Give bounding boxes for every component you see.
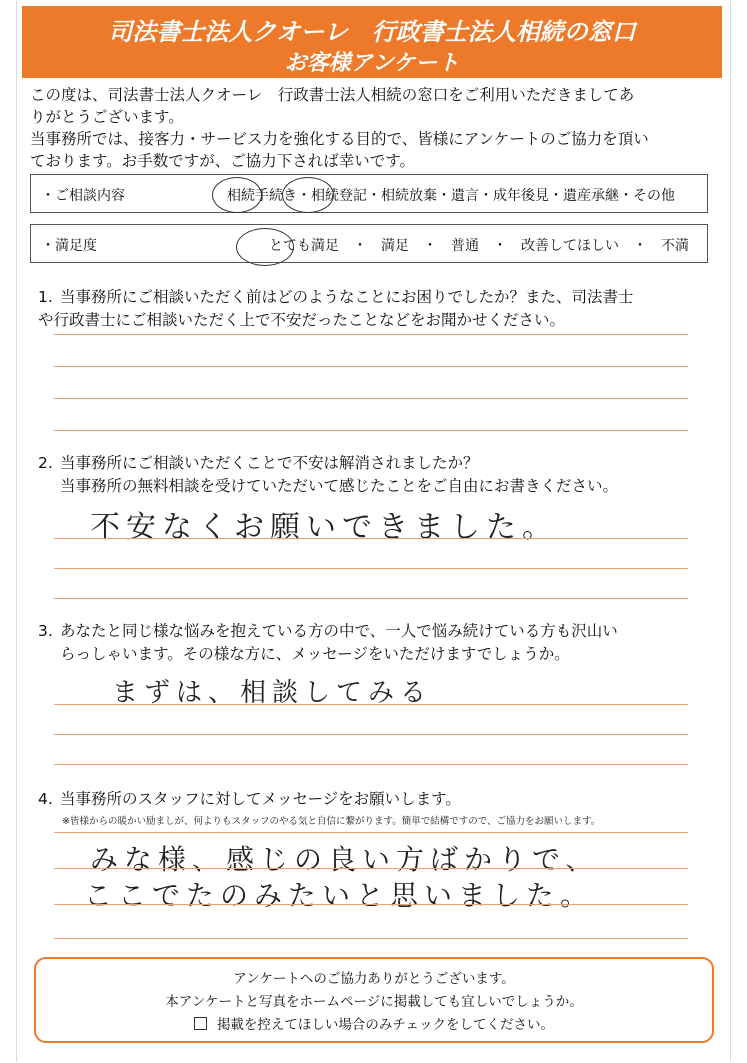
question-text: 当事務所にご相談いただくことで不安は解消されましたか？ (60, 454, 479, 472)
question-number: 2. (38, 454, 53, 472)
handwritten-answer: 不安なくお願いできました。 (90, 510, 558, 545)
answer-line (54, 938, 688, 939)
handwritten-answer: みな様、感じの良い方ばかりで、 (90, 843, 600, 876)
question-text: あなたと同じ様な悩みを抱えている方の中で、一人で悩み続けている方も沢山い (60, 622, 618, 640)
page-subtitle: お客様アンケート (284, 51, 460, 76)
intro-line: 当事務所では、接客力・サービス力を強化する目的で、皆様にアンケートのご協力を頂い (30, 130, 649, 148)
intro-line: ております。お手数ですが、ご協力下されば幸いです。 (30, 152, 416, 170)
question-text: や行政書士にご相談いただく上で不安だったことなどをお聞かせください。 (38, 311, 566, 329)
footer-consent-box (34, 957, 714, 1043)
answer-line (54, 430, 688, 431)
question-number: 4. (38, 790, 53, 808)
answer-line (54, 598, 688, 599)
answer-line (54, 764, 688, 765)
answer-line (54, 704, 688, 705)
consultation-label: ・ご相談内容 (41, 188, 125, 204)
answer-line (54, 734, 688, 735)
answer-line (54, 832, 688, 833)
answer-line (54, 366, 688, 367)
header-banner (22, 6, 722, 78)
footer-question: 本アンケートと写真をホームページに掲載しても宜しいでしょうか。 (165, 994, 583, 1010)
answer-line (54, 398, 688, 399)
answer-line (54, 334, 688, 335)
footer-checkbox-label: 掲載を控えてほしい場合のみチェックをしてください。 (216, 1017, 555, 1033)
consent-checkbox[interactable] (194, 1017, 207, 1030)
answer-line (54, 568, 688, 569)
intro-line: りがとうございます。 (30, 108, 184, 126)
satisfaction-label: ・満足度 (41, 238, 97, 254)
satisfaction-options[interactable]: とても満足 ・ 満足 ・ 普通 ・ 改善してほしい ・ 不満 (269, 238, 689, 254)
question-text: 当事務所の無料相談を受けていただいて感じたことをご自由にお書きください。 (60, 477, 619, 495)
question-text: 当事務所にご相談いただく前はどのようなことにお困りでしたか？また、司法書士 (60, 288, 634, 306)
answer-line (54, 868, 688, 869)
footer-checkbox-row[interactable] (36, 1013, 712, 1033)
question-number: 1. (38, 288, 53, 306)
question-number: 3. (38, 622, 53, 640)
handwritten-circle-mark (282, 177, 334, 213)
handwritten-circle-mark (236, 228, 294, 266)
consultation-options[interactable]: 相続手続き・相続登記・相続放棄・遺言・成年後見・遺産承継・その他 (227, 188, 675, 204)
answer-line (54, 904, 688, 905)
handwritten-circle-mark (212, 177, 262, 213)
intro-line: この度は、司法書士法人クオーレ 行政書士法人相続の窓口をご利用いただきましてあ (30, 86, 635, 104)
consultation-content-box (30, 174, 708, 213)
handwritten-answer: まずは、相談してみる (112, 678, 433, 708)
satisfaction-box (30, 224, 708, 263)
footer-thanks: アンケートへのご協力ありがとうございます。 (233, 971, 515, 987)
page-title: 司法書士法人クオーレ 行政書士法人相続の窓口 (108, 18, 636, 46)
handwritten-answer: ここでたのみたいと思いました。 (84, 879, 595, 912)
question-text: 当事務所のスタッフに対してメッセージをお願いします。 (60, 790, 461, 808)
answer-line (54, 538, 688, 539)
question-text: らっしゃいます。その様な方に、メッセージをいただけますでしょうか。 (60, 645, 570, 663)
q4-note: ※皆様からの暖かい励ましが、何よりもスタッフのやる気と自信に繋がります。簡単で結構ですので、ご協力をお願いします。 (62, 816, 601, 827)
